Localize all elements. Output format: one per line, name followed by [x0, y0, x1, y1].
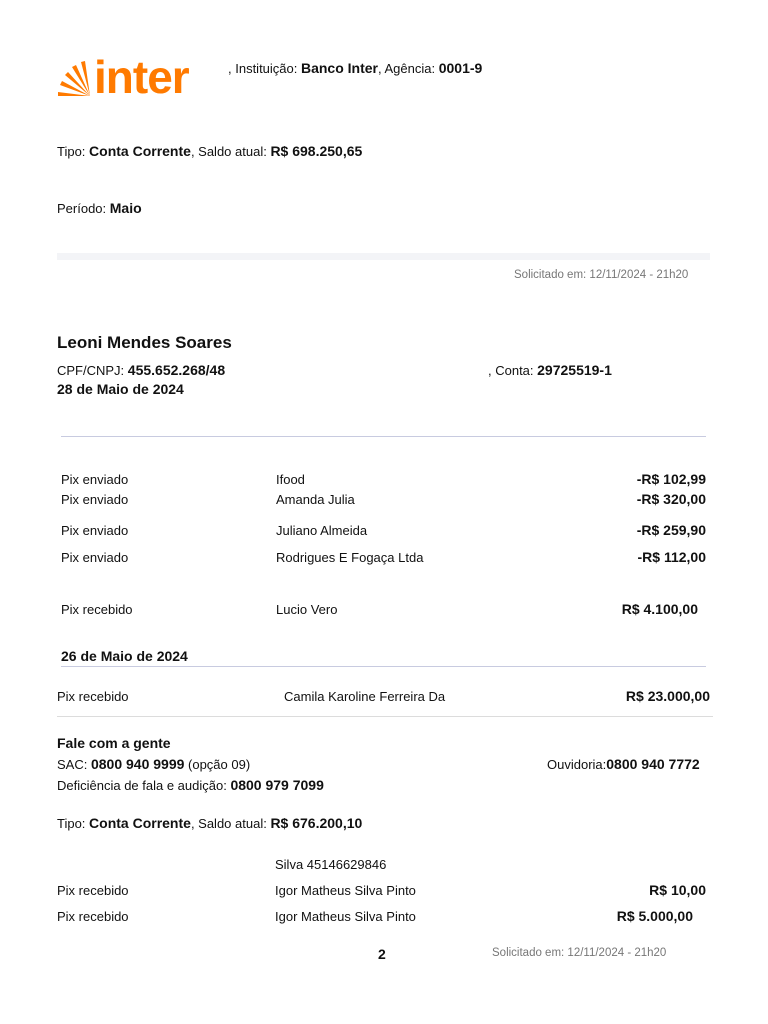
txn-type: Pix enviado	[61, 550, 129, 565]
txn-name: Igor Matheus Silva Pinto	[275, 909, 416, 924]
sunburst-icon	[56, 58, 92, 98]
txn-amount: R$ 5.000,00	[616, 908, 693, 924]
txn-type: Pix enviado	[61, 523, 129, 538]
sac-line: SAC: 0800 940 9999 (opção 09)	[57, 756, 251, 772]
holder-name: Leoni Mendes Soares	[57, 333, 232, 352]
section-divider	[61, 666, 706, 667]
account-type: Conta Corrente	[89, 143, 191, 159]
txn-type: Pix recebido	[57, 909, 129, 924]
txn-type: Pix recebido	[57, 689, 129, 704]
txn-amount: R$ 10,00	[649, 882, 706, 898]
txn-name: Amanda Julia	[276, 492, 355, 507]
txn-type: Pix recebido	[57, 883, 129, 898]
txn-name-continued: Silva 45146629846	[275, 857, 387, 872]
sac-number: 0800 940 9999	[90, 756, 185, 772]
txn-amount: -R$ 320,00	[636, 491, 706, 507]
txn-name: Ifood	[276, 472, 305, 487]
txn-amount: R$ 4.100,00	[621, 601, 698, 617]
cpf-value: 455.652.268/48	[127, 362, 226, 378]
txn-amount: -R$ 102,99	[636, 471, 706, 487]
section-divider	[61, 436, 706, 437]
txn-amount: -R$ 112,00	[637, 549, 706, 565]
period-line: Período: Maio	[57, 200, 142, 216]
footer-divider	[57, 716, 713, 717]
txn-type: Pix enviado	[61, 492, 129, 507]
accessibility-number: 0800 979 7099	[230, 777, 324, 793]
requested-timestamp: Solicitado em: 12/11/2024 - 21h20	[514, 269, 689, 281]
txn-name: Lucio Vero	[276, 602, 338, 617]
txn-amount: R$ 23.000,00	[625, 688, 710, 704]
header-divider-band	[57, 253, 710, 260]
txn-name: Rodrigues E Fogaça Ltda	[276, 550, 424, 565]
contact-title: Fale com a gente	[57, 735, 171, 751]
account-balance: R$ 676.200,10	[270, 815, 363, 831]
account-summary: Tipo: Conta Corrente, Saldo atual: R$ 698.250,65	[57, 143, 363, 159]
ombudsman-number: 0800 940 7772	[606, 756, 700, 772]
txn-type: Pix enviado	[61, 472, 129, 487]
txn-amount: -R$ 259,90	[636, 522, 706, 538]
account-type: Conta Corrente	[89, 815, 191, 831]
logo-wordmark: inter	[94, 51, 189, 103]
account-number: 29725519-1	[537, 362, 612, 378]
inter-logo	[56, 51, 216, 103]
txn-name: Camila Karoline Ferreira Da	[284, 689, 446, 704]
ombudsman-line: Ouvidoria:0800 940 7772	[547, 756, 700, 772]
account-number-line: , Conta: 29725519-1	[488, 362, 612, 378]
txn-type: Pix recebido	[61, 602, 133, 617]
txn-name: Igor Matheus Silva Pinto	[275, 883, 416, 898]
date-heading: 28 de Maio de 2024	[57, 381, 184, 397]
accessibility-line: Deficiência de fala e audição: 0800 979 7099	[57, 777, 324, 793]
txn-name: Juliano Almeida	[276, 523, 368, 538]
cpf-line: CPF/CNPJ: 455.652.268/48	[57, 362, 226, 378]
account-balance: R$ 698.250,65	[270, 143, 363, 159]
date-heading: 26 de Maio de 2024	[61, 648, 188, 664]
agency-number: 0001-9	[438, 60, 483, 76]
account-summary: Tipo: Conta Corrente, Saldo atual: R$ 676.200,10	[57, 815, 363, 831]
institution-name: Banco Inter	[300, 60, 378, 76]
page-number: 2	[378, 946, 386, 962]
requested-timestamp-footer: Solicitado em: 12/11/2024 - 21h20	[492, 947, 667, 959]
period-value: Maio	[109, 200, 142, 216]
institution-line: , Instituição: Banco Inter, Agência: 0001-9	[228, 60, 483, 76]
